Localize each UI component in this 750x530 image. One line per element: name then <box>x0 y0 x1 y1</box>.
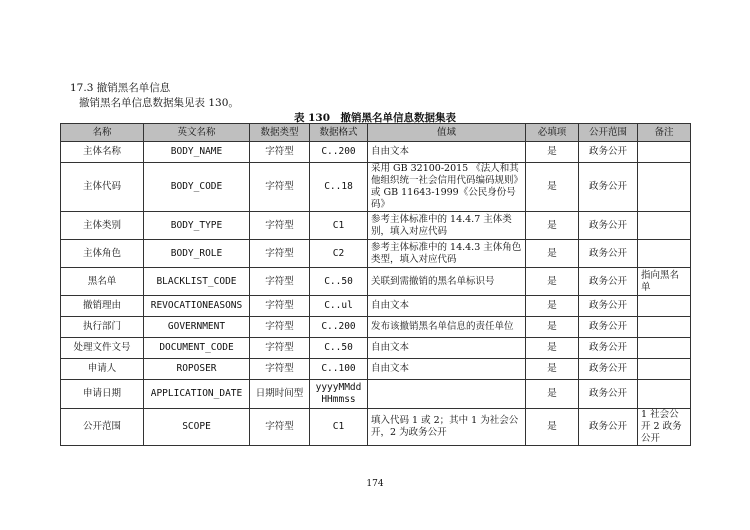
cell-name: 申请日期 <box>61 380 144 409</box>
cell-data-type: 字符型 <box>250 268 310 296</box>
cell-remarks: 指向黑名单 <box>638 268 691 296</box>
cell-required: 是 <box>526 338 579 359</box>
table-row <box>61 359 691 380</box>
header-english-name: 英文名称 <box>144 124 250 142</box>
cell-data-type: 字符型 <box>250 212 310 240</box>
section-heading: 17.3 撤销黑名单信息 <box>70 82 171 94</box>
cell-english-name: SCOPE <box>144 409 250 446</box>
cell-english-name: BODY_CODE <box>144 163 250 212</box>
table-row <box>61 240 691 268</box>
cell-public-scope: 政务公开 <box>579 240 638 268</box>
cell-data-type: 日期时间型 <box>250 380 310 409</box>
cell-data-format: C..100 <box>310 359 368 380</box>
table-caption: 表 130 撤销黑名单信息数据集表 <box>293 112 457 124</box>
cell-public-scope: 政务公开 <box>579 317 638 338</box>
section-intro: 撤销黑名单信息数据集见表 130。 <box>79 97 239 109</box>
header-data-type: 数据类型 <box>250 124 310 142</box>
cell-data-type: 字符型 <box>250 409 310 446</box>
cell-data-type: 字符型 <box>250 317 310 338</box>
cell-english-name: REVOCATIONEASONS <box>144 296 250 317</box>
cell-data-type: 字符型 <box>250 240 310 268</box>
table-row <box>61 338 691 359</box>
header-public-scope: 公开范围 <box>579 124 638 142</box>
cell-public-scope: 政务公开 <box>579 380 638 409</box>
dataset-table <box>60 123 691 446</box>
header-data-format: 数据格式 <box>310 124 368 142</box>
cell-value-domain: 自由文本 <box>368 338 526 359</box>
cell-data-type: 字符型 <box>250 338 310 359</box>
cell-data-format: C..50 <box>310 268 368 296</box>
table-header-row <box>61 124 691 142</box>
cell-english-name: BLACKLIST_CODE <box>144 268 250 296</box>
cell-required: 是 <box>526 380 579 409</box>
header-name: 名称 <box>61 124 144 142</box>
header-required: 必填项 <box>526 124 579 142</box>
cell-name: 申请人 <box>61 359 144 380</box>
cell-remarks <box>638 380 691 409</box>
cell-required: 是 <box>526 409 579 446</box>
cell-name: 执行部门 <box>61 317 144 338</box>
cell-data-type: 字符型 <box>250 296 310 317</box>
cell-name: 主体类别 <box>61 212 144 240</box>
cell-data-format: C..18 <box>310 163 368 212</box>
cell-name: 公开范围 <box>61 409 144 446</box>
cell-data-format: C..50 <box>310 338 368 359</box>
cell-required: 是 <box>526 240 579 268</box>
cell-name: 主体名称 <box>61 142 144 163</box>
cell-required: 是 <box>526 163 579 212</box>
cell-public-scope: 政务公开 <box>579 338 638 359</box>
cell-value-domain <box>368 380 526 409</box>
cell-required: 是 <box>526 296 579 317</box>
cell-name: 主体角色 <box>61 240 144 268</box>
table-row <box>61 317 691 338</box>
cell-required: 是 <box>526 212 579 240</box>
cell-public-scope: 政务公开 <box>579 142 638 163</box>
cell-public-scope: 政务公开 <box>579 268 638 296</box>
cell-public-scope: 政务公开 <box>579 359 638 380</box>
cell-public-scope: 政务公开 <box>579 163 638 212</box>
cell-required: 是 <box>526 142 579 163</box>
cell-data-type: 字符型 <box>250 142 310 163</box>
cell-remarks <box>638 317 691 338</box>
cell-english-name: ROPOSER <box>144 359 250 380</box>
cell-data-format: C1 <box>310 409 368 446</box>
cell-remarks <box>638 338 691 359</box>
table-row <box>61 268 691 296</box>
cell-value-domain: 参考主体标准中的 14.4.7 主体类别，填入对应代码 <box>368 212 526 240</box>
cell-required: 是 <box>526 317 579 338</box>
cell-remarks <box>638 240 691 268</box>
cell-remarks <box>638 142 691 163</box>
cell-value-domain: 发布该撤销黑名单信息的责任单位 <box>368 317 526 338</box>
cell-value-domain: 自由文本 <box>368 359 526 380</box>
cell-name: 撤销理由 <box>61 296 144 317</box>
cell-data-format: C..200 <box>310 142 368 163</box>
cell-data-format: C2 <box>310 240 368 268</box>
cell-data-type: 字符型 <box>250 359 310 380</box>
cell-public-scope: 政务公开 <box>579 296 638 317</box>
cell-name: 处理文件文号 <box>61 338 144 359</box>
table-row <box>61 212 691 240</box>
table-row <box>61 296 691 317</box>
cell-data-format: C..200 <box>310 317 368 338</box>
header-value-domain: 值域 <box>368 124 526 142</box>
cell-english-name: BODY_NAME <box>144 142 250 163</box>
cell-required: 是 <box>526 268 579 296</box>
table-row <box>61 380 691 409</box>
cell-remarks <box>638 296 691 317</box>
cell-name: 主体代码 <box>61 163 144 212</box>
cell-value-domain: 自由文本 <box>368 296 526 317</box>
cell-value-domain: 填入代码 1 或 2；其中 1 为社会公开，2 为政务公开 <box>368 409 526 446</box>
cell-english-name: BODY_ROLE <box>144 240 250 268</box>
cell-value-domain: 关联到需撤销的黑名单标识号 <box>368 268 526 296</box>
cell-english-name: DOCUMENT_CODE <box>144 338 250 359</box>
cell-name: 黑名单 <box>61 268 144 296</box>
cell-data-format: yyyyMMddHHmmss <box>310 380 368 409</box>
cell-remarks: 1 社会公开 2 政务公开 <box>638 409 691 446</box>
cell-remarks <box>638 163 691 212</box>
table-row <box>61 142 691 163</box>
cell-english-name: BODY_TYPE <box>144 212 250 240</box>
cell-english-name: GOVERNMENT <box>144 317 250 338</box>
cell-required: 是 <box>526 359 579 380</box>
cell-english-name: APPLICATION_DATE <box>144 380 250 409</box>
cell-value-domain: 采用 GB 32100-2015 《法人和其他组织统一社会信用代码编码规则》或 GB 11643-1999《公民身份号码》 <box>368 163 526 212</box>
table-row <box>61 163 691 212</box>
table-row <box>61 409 691 446</box>
cell-data-format: C1 <box>310 212 368 240</box>
cell-data-format: C..ul <box>310 296 368 317</box>
cell-value-domain: 自由文本 <box>368 142 526 163</box>
cell-public-scope: 政务公开 <box>579 409 638 446</box>
page-number: 174 <box>366 479 384 489</box>
header-remarks: 备注 <box>638 124 691 142</box>
cell-remarks <box>638 359 691 380</box>
cell-public-scope: 政务公开 <box>579 212 638 240</box>
cell-remarks <box>638 212 691 240</box>
cell-value-domain: 参考主体标准中的 14.4.3 主体角色类型，填入对应代码 <box>368 240 526 268</box>
cell-data-type: 字符型 <box>250 163 310 212</box>
